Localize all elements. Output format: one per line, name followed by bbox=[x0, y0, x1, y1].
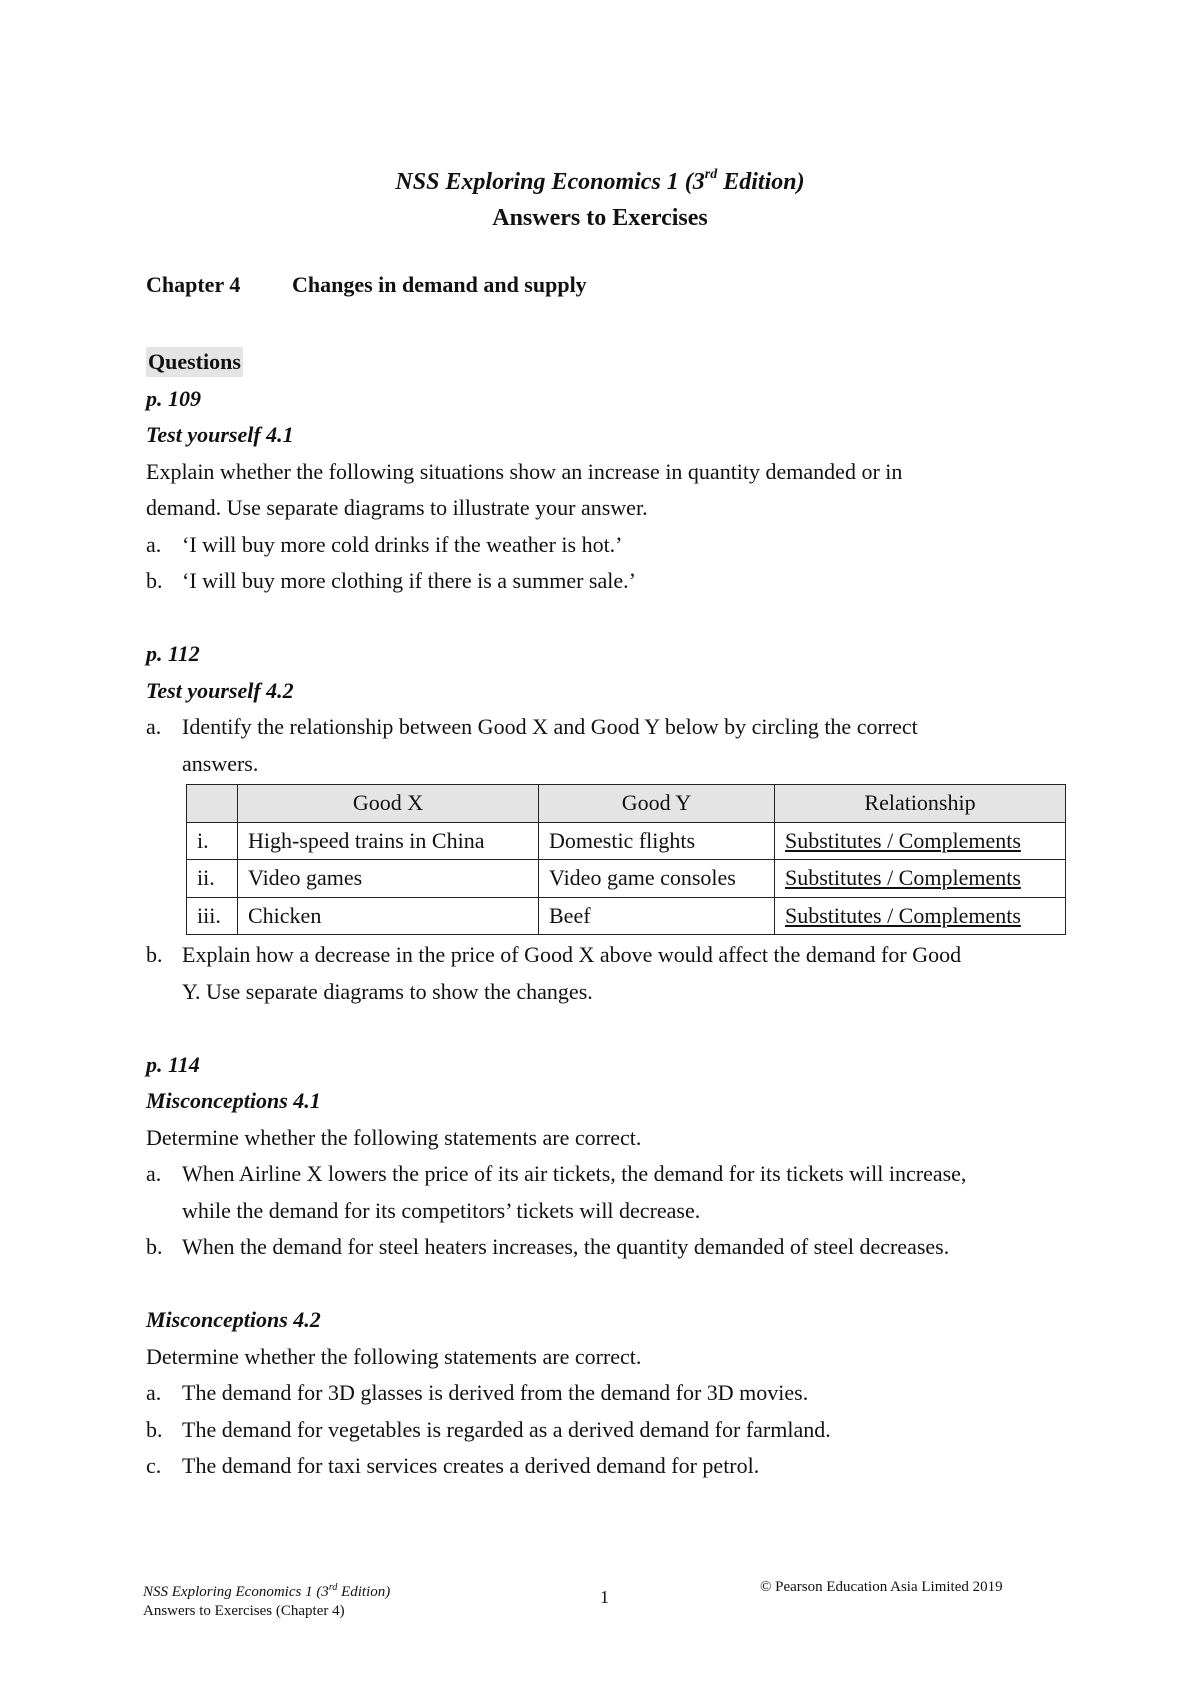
list-item bbox=[146, 527, 1066, 564]
item-text: The demand for taxi services creates a derived demand for petrol. bbox=[182, 1453, 760, 1478]
title-block bbox=[0, 160, 1200, 235]
question-intro: Explain whether the following situations show an increase in quantity demanded or in bbox=[146, 458, 903, 484]
table-cell: iii. bbox=[187, 897, 238, 935]
chapter-heading bbox=[146, 272, 587, 298]
item-marker: a. bbox=[146, 1380, 162, 1405]
title-text-end: Edition) bbox=[717, 169, 805, 195]
table-cell: Beef bbox=[539, 897, 775, 935]
item-text: When the demand for steel heaters increases, the quantity demanded of steel decreases. bbox=[182, 1234, 950, 1259]
table-header-cell: Relationship bbox=[775, 785, 1066, 823]
footer-book-info bbox=[143, 1578, 390, 1621]
document-body bbox=[146, 344, 1066, 1485]
question-intro: Determine whether the following statements are correct. bbox=[146, 1343, 642, 1369]
item-marker: b. bbox=[146, 568, 163, 593]
item-text: Y. Use separate diagrams to show the changes. bbox=[182, 978, 593, 1004]
item-marker: a. bbox=[146, 531, 162, 557]
footer-title: NSS Exploring Economics 1 (3 bbox=[143, 1584, 329, 1600]
page-ref-112: p. 112 bbox=[146, 641, 200, 666]
copyright-notice: © Pearson Education Asia Limited 2019 bbox=[760, 1579, 1003, 1595]
table-header-row bbox=[187, 785, 1066, 823]
item-text: When Airline X lowers the price of its air tickets, the demand for its tickets will increase, bbox=[182, 1161, 967, 1186]
page-ref-109: p. 109 bbox=[146, 385, 201, 411]
list-item bbox=[146, 1229, 1066, 1266]
item-text: answers. bbox=[182, 750, 259, 776]
item-text: while the demand for its competitors’ tickets will decrease. bbox=[182, 1197, 701, 1223]
question-intro: demand. Use separate diagrams to illustrate your answer. bbox=[146, 495, 648, 520]
footer-subtitle: Answers to Exercises (Chapter 4) bbox=[143, 1603, 345, 1619]
item-text: ‘I will buy more cold drinks if the weather is hot.’ bbox=[182, 531, 623, 557]
title-text: NSS Exploring Economics 1 (3 bbox=[395, 169, 705, 195]
misconceptions-4-1-heading: Misconceptions 4.1 bbox=[146, 1088, 321, 1113]
title-superscript: rd bbox=[704, 167, 718, 182]
footer-title-superscript: rd bbox=[328, 1582, 338, 1593]
document-subtitle: Answers to Exercises bbox=[492, 205, 708, 231]
table-row bbox=[187, 822, 1066, 860]
test-yourself-4-2-heading: Test yourself 4.2 bbox=[146, 677, 294, 703]
item-text: The demand for vegetables is regarded as a derived demand for farmland. bbox=[182, 1416, 831, 1442]
document-title bbox=[0, 160, 1200, 199]
item-marker: b. bbox=[146, 942, 163, 967]
item-marker: b. bbox=[146, 1416, 163, 1442]
table-row bbox=[187, 860, 1066, 898]
list-item bbox=[146, 1375, 1066, 1412]
page-ref-114: p. 114 bbox=[146, 1051, 200, 1077]
test-yourself-4-1-heading: Test yourself 4.1 bbox=[146, 422, 294, 447]
table-cell: Video game consoles bbox=[539, 860, 775, 898]
item-marker: c. bbox=[146, 1453, 162, 1478]
table-header-cell: Good Y bbox=[539, 785, 775, 823]
table-cell: Chicken bbox=[238, 897, 539, 935]
footer-title-end: Edition) bbox=[337, 1584, 391, 1600]
chapter-name: Changes in demand and supply bbox=[292, 272, 587, 297]
relationship-table bbox=[186, 784, 1066, 935]
table-header-cell: Good X bbox=[238, 785, 539, 823]
table-cell: ii. bbox=[187, 860, 238, 898]
page-number: 1 bbox=[600, 1587, 609, 1607]
table-header-cell bbox=[187, 785, 238, 823]
list-item bbox=[146, 563, 1066, 600]
list-item bbox=[146, 1156, 1066, 1229]
relationship-choice: Substitutes / Complements bbox=[775, 860, 1066, 898]
item-marker: a. bbox=[146, 714, 162, 739]
questions-heading: Questions bbox=[146, 347, 243, 377]
item-text: Explain how a decrease in the price of Good X above would affect the demand for Good bbox=[182, 942, 962, 967]
item-text: ‘I will buy more clothing if there is a summer sale.’ bbox=[182, 568, 636, 593]
item-marker: a. bbox=[146, 1161, 162, 1186]
list-item bbox=[146, 1412, 1066, 1449]
table-cell: High-speed trains in China bbox=[238, 822, 539, 860]
table-cell: Domestic flights bbox=[539, 822, 775, 860]
table-row bbox=[187, 897, 1066, 935]
table-cell: i. bbox=[187, 822, 238, 860]
relationship-choice: Substitutes / Complements bbox=[775, 897, 1066, 935]
item-marker: b. bbox=[146, 1234, 163, 1259]
list-item bbox=[146, 709, 1066, 782]
misconceptions-4-2-heading: Misconceptions 4.2 bbox=[146, 1307, 321, 1332]
item-text: Identify the relationship between Good X and Good Y below by circling the correct bbox=[182, 714, 918, 739]
table-cell: Video games bbox=[238, 860, 539, 898]
list-item bbox=[146, 1448, 1066, 1485]
chapter-number: Chapter 4 bbox=[146, 272, 241, 297]
question-intro: Determine whether the following statements are correct. bbox=[146, 1124, 642, 1150]
item-text: The demand for 3D glasses is derived from the demand for 3D movies. bbox=[182, 1380, 809, 1405]
relationship-choice: Substitutes / Complements bbox=[775, 822, 1066, 860]
list-item bbox=[146, 937, 1066, 1010]
